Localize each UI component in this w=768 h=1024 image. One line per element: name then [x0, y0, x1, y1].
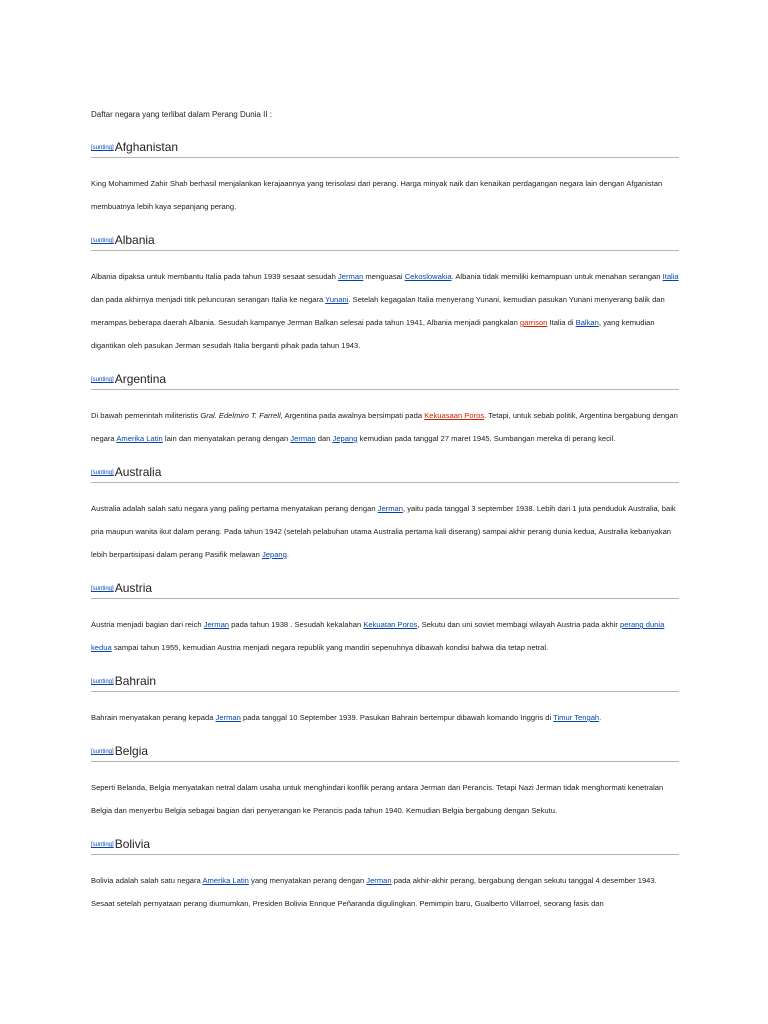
- paragraph-text: pada tanggal 10 September 1939. Pasukan Bahrain bertempur dibawah komando Inggris di: [240, 713, 554, 722]
- section-title: Belgia: [114, 744, 149, 758]
- wiki-link[interactable]: Jerman: [366, 876, 392, 885]
- paragraph-text: Seperti Belanda, Belgia menyatakan netral dalam usaha untuk menghindari konflik perang antara Jerman dan Perancis. Tetapi Nazi Jerman tidak menghormati kenetralan Belgia dan menyerbu Belgia sebagai bagian dari penyerangan ke Perancis pada tahun 1940. Kemudian Belgia bergabung dengan Sekutu.: [91, 783, 664, 815]
- wiki-link[interactable]: Amerika Latin: [116, 434, 163, 443]
- paragraph-text: Albania dipaksa untuk membantu Italia pada tahun 1939 sesaat sesudah: [91, 272, 338, 281]
- paragraph-text: .: [599, 713, 602, 722]
- wiki-link[interactable]: perang dunia kedua: [91, 620, 665, 652]
- paragraph-text: , yaitu pada tanggal 3 september 1938. Lebih dari 1 juta penduduk Australia, baik pria maupun wanita ikut dalam perang. Pada tahun 1942 (setelah pelabuhan utama Australia pertama kali diserang) sampai akhir perang dunia kedua, Australia kebanyakan lebih berpartisipasi dalam perang Pasifik melawan: [91, 504, 676, 559]
- wiki-link[interactable]: Kekuatan Poros: [363, 620, 418, 629]
- section-paragraph: [91, 265, 679, 357]
- section-heading-argentina: [91, 368, 679, 390]
- section-paragraph: [91, 404, 679, 450]
- missing-page-link[interactable]: Kekuasaan Poros: [424, 411, 485, 420]
- section-paragraph: [91, 776, 679, 822]
- wiki-link[interactable]: Jepang: [332, 434, 358, 443]
- wiki-link[interactable]: Timur Tengah: [553, 713, 600, 722]
- paragraph-text: Italia di: [547, 318, 576, 327]
- edit-section-link[interactable]: [sunting]: [91, 749, 114, 755]
- paragraph-text: Australia adalah salah satu negara yang paling pertama menyatakan perang dengan: [91, 504, 378, 513]
- paragraph-text: kemudian pada tanggal 27 maret 1945. Sumbangan mereka di perang kecil.: [357, 434, 616, 443]
- section-heading-belgia: [91, 740, 679, 762]
- section-heading-bahrain: [91, 670, 679, 692]
- paragraph-text: . Tetapi, untuk sebab politik, Argentina bergabung dengan negara: [91, 411, 678, 443]
- section-heading-albania: [91, 229, 679, 251]
- paragraph-text: , Sekutu dan uni soviet membagi wilayah Austria pada akhir: [417, 620, 620, 629]
- wiki-link[interactable]: Jerman: [215, 713, 241, 722]
- paragraph-text: menguasai: [363, 272, 405, 281]
- wiki-link[interactable]: Jerman: [337, 272, 364, 281]
- section-title: Afghanistan: [114, 140, 179, 154]
- section-title: Australia: [114, 465, 162, 479]
- paragraph-text: , yang kemudian digantikan oleh pasukan Jerman sesudah Italia berganti pihak pada tahun 1943.: [91, 318, 655, 350]
- section-paragraph: [91, 613, 679, 659]
- paragraph-text: , Argentina pada awalnya bersimpati pada: [280, 411, 425, 420]
- wiki-link[interactable]: Amerika Latin: [202, 876, 249, 885]
- country-sections: [91, 136, 679, 915]
- edit-section-link[interactable]: [sunting]: [91, 842, 114, 848]
- wiki-link[interactable]: Italia: [662, 272, 679, 281]
- section-heading-australia: [91, 461, 679, 483]
- wiki-link[interactable]: Jerman: [290, 434, 316, 443]
- paragraph-text: . Setelah kegagalan Italia menyerang Yunani, kemudian pasukan Yunani menyerang balik dan merampas beberapa daerah Albania. Sesudah kampanye Jerman Balkan selesai pada tahun 1941, Albania menjadi pangkalan: [91, 295, 665, 327]
- wiki-link[interactable]: Jepang: [261, 550, 287, 559]
- paragraph-text: Austria menjadi bagian dari reich: [91, 620, 204, 629]
- section-paragraph: [91, 497, 679, 566]
- paragraph-text: Bahrain menyatakan perang kepada: [91, 713, 216, 722]
- paragraph-text: dan pada akhirnya menjadi titik peluncuran serangan Italia ke negara: [91, 295, 326, 304]
- wiki-link[interactable]: Cekoslowakia: [404, 272, 452, 281]
- missing-page-link[interactable]: garrison: [519, 318, 548, 327]
- wiki-link[interactable]: Jerman: [377, 504, 403, 513]
- edit-section-link[interactable]: [sunting]: [91, 679, 114, 685]
- edit-section-link[interactable]: [sunting]: [91, 238, 114, 244]
- section-title: Albania: [114, 233, 155, 247]
- wiki-link[interactable]: Jerman: [203, 620, 230, 629]
- section-title: Argentina: [114, 372, 167, 386]
- paragraph-text: pada tahun 1938 . Sesudah kekalahan: [229, 620, 364, 629]
- section-paragraph: [91, 706, 679, 729]
- edit-section-link[interactable]: [sunting]: [91, 586, 114, 592]
- paragraph-text: Bolivia adalah salah satu negara: [91, 876, 203, 885]
- section-paragraph: [91, 172, 679, 218]
- paragraph-text: . Albania tidak memiliki kemampuan untuk menahan serangan: [451, 272, 663, 281]
- section-paragraph: [91, 869, 679, 915]
- paragraph-text: .: [286, 550, 289, 559]
- paragraph-text: dan: [315, 434, 333, 443]
- wiki-link[interactable]: Yunani: [325, 295, 349, 304]
- paragraph-text: Gral. Edelmiro T. Farrell: [200, 411, 281, 420]
- wiki-link[interactable]: Balkan: [575, 318, 599, 327]
- section-title: Austria: [114, 581, 153, 595]
- paragraph-text: lain dan menyatakan perang dengan: [162, 434, 291, 443]
- section-title: Bolivia: [114, 837, 151, 851]
- edit-section-link[interactable]: [sunting]: [91, 377, 114, 383]
- paragraph-text: yang menyatakan perang dengan: [248, 876, 367, 885]
- paragraph-text: pada akhir-akhir perang, bergabung dengan sekutu tanggal 4 desember 1943. Sesaat setelah pernyataan perang diumumkan, Presiden Bolivia Enrique Peñaranda digulingkan. Pemimpin baru, Gualberto Villarroel, seorang fasis dan: [91, 876, 657, 908]
- section-heading-austria: [91, 577, 679, 599]
- paragraph-text: sampai tahun 1955, kemudian Austria menjadi negara republik yang mandiri sepenuhnya dibawah kondisi bahwa dia tetap netral.: [111, 643, 549, 652]
- document-body: [91, 108, 679, 926]
- section-heading-afghanistan: [91, 136, 679, 158]
- paragraph-text: Di bawah pemerintah militeristis: [91, 411, 201, 420]
- section-heading-bolivia: [91, 833, 679, 855]
- edit-section-link[interactable]: [sunting]: [91, 470, 114, 476]
- section-title: Bahrain: [114, 674, 157, 688]
- paragraph-text: King Mohammed Zahir Shah berhasil menjalankan kerajaannya yang terisolasi dari perang. Harga minyak naik dan kenaikan perdagangan negara lain dengan Afganistan membuatnya lebih kaya sepanjang perang.: [91, 179, 663, 211]
- edit-section-link[interactable]: [sunting]: [91, 145, 114, 151]
- intro-text: Daftar negara yang terlibat dalam Perang Dunia II :: [91, 110, 272, 119]
